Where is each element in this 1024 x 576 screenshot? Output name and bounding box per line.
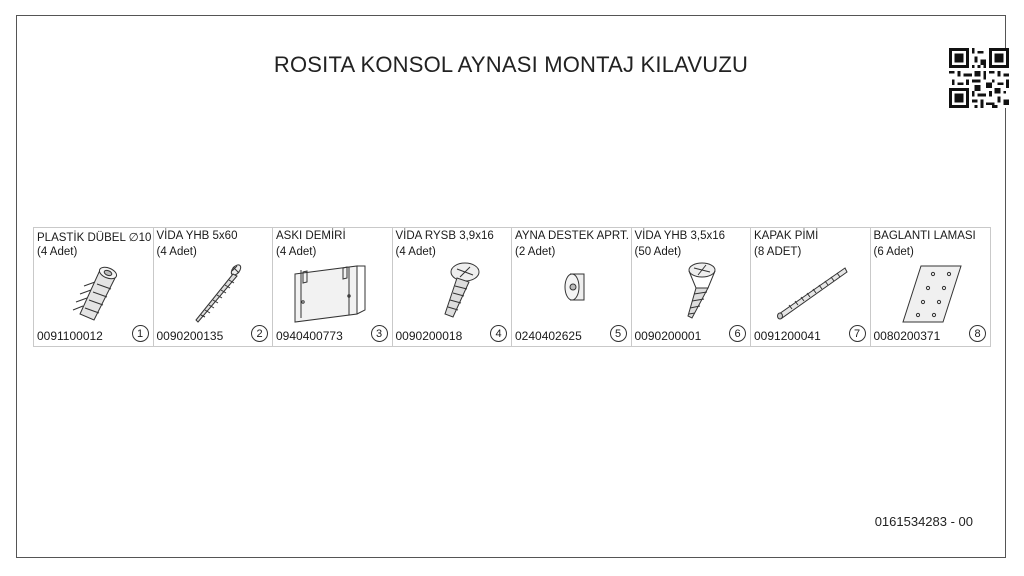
hanger-bracket-icon [293,262,373,324]
part-number-badge: 1 [132,325,149,342]
part-code: 0080200371 [873,329,941,343]
plastic-dowel-icon [54,262,134,324]
part-card [154,228,274,346]
part-quantity: (4 Adet) [156,246,197,258]
page-title: ROSITA KONSOL AYNASI MONTAJ KILAVUZU [273,52,749,77]
part-number-badge: 4 [490,325,507,342]
part-name: KAPAK PİMİ [754,230,819,242]
countersunk-screw-icon [652,262,732,324]
cover-pin-icon [771,262,851,324]
part-name: BAGLANTI LAMASI [873,230,976,242]
part-card [871,228,991,346]
part-card [393,228,513,346]
part-card [751,228,871,346]
part-number-badge: 7 [849,325,866,342]
qr-code-icon [949,48,1009,108]
pan-head-screw-icon [413,262,493,324]
part-code: 0091100012 [37,329,103,343]
connection-plate-icon [891,262,971,324]
part-code: 0091200041 [754,329,821,343]
part-quantity: (8 ADET) [754,246,802,258]
part-quantity: (4 Adet) [395,246,436,258]
part-name: VİDA YHB 5x60 [156,230,238,242]
part-quantity: (4 Adet) [276,246,317,258]
part-code: 0940400773 [276,329,343,343]
part-quantity: (50 Adet) [634,246,682,258]
parts-list [33,227,991,347]
part-number-badge: 8 [969,325,986,342]
part-card [34,228,154,346]
part-number-badge: 5 [610,325,627,342]
part-card [632,228,752,346]
long-screw-icon [174,262,254,324]
part-quantity: (2 Adet) [515,246,556,258]
document-number: 0161534283 - 00 [874,514,973,529]
part-number-badge: 6 [729,325,746,342]
part-name: VİDA RYSB 3,9x16 [395,230,494,242]
part-name: VİDA YHB 3,5x16 [634,230,726,242]
part-quantity: (6 Adet) [873,246,914,258]
part-number-badge: 3 [371,325,388,342]
part-code: 0090200001 [634,329,702,343]
part-code: 0240402625 [515,329,582,343]
part-card [512,228,632,346]
mirror-support-icon [532,262,612,324]
part-name: ASKI DEMİRİ [276,230,346,242]
part-code: 0090200135 [156,329,224,343]
part-card [273,228,393,346]
part-number-badge: 2 [251,325,268,342]
part-name: PLASTİK DÜBEL ∅10 [37,232,152,244]
part-quantity: (4 Adet) [37,246,78,258]
part-code: 0090200018 [395,329,463,343]
part-name: AYNA DESTEK APRT. [515,230,629,242]
